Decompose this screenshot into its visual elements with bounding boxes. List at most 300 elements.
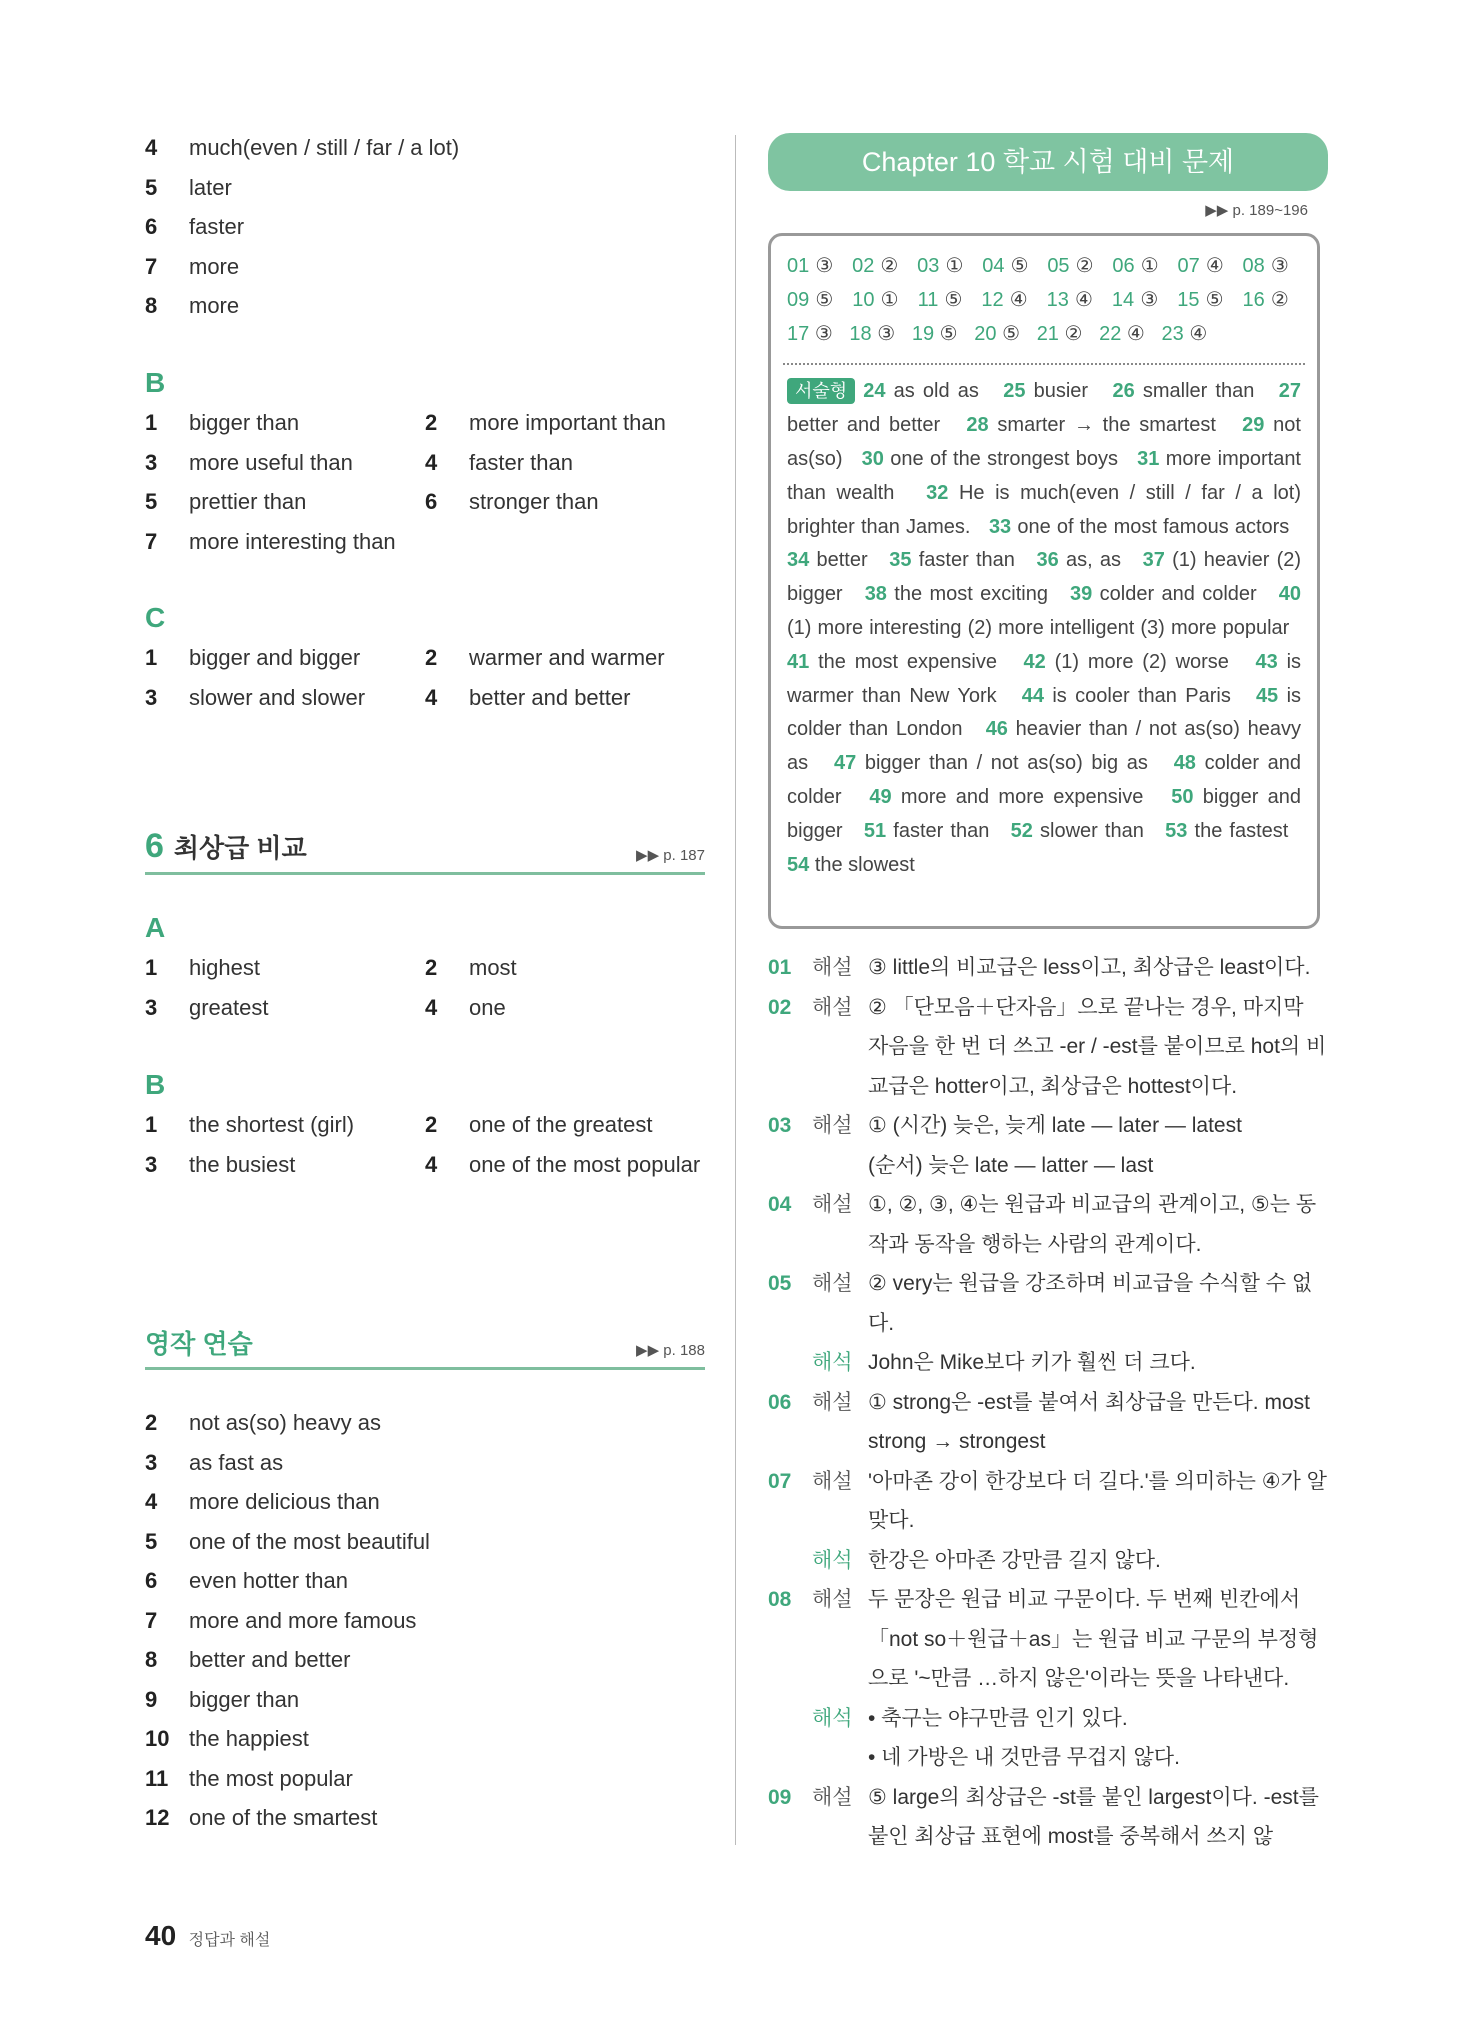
explanation-item [768, 1462, 1328, 1541]
mc-answer [787, 255, 834, 277]
answer-item [425, 948, 517, 988]
essay-text: (1) more interesting (2) more intelligent (3) more popular [787, 616, 1290, 639]
explanation-number: 07 [768, 1469, 792, 1493]
essay-text: colder and colder [1099, 583, 1257, 606]
mc-answer [1177, 255, 1224, 277]
item-number: 3 [145, 1449, 158, 1475]
item-text: bigger than [189, 1686, 300, 1712]
essay-answer [1070, 583, 1257, 605]
essay-text: (1) heavier (2) bigger [787, 549, 1302, 606]
mc-number: 18 [849, 322, 872, 345]
mc-choice: ⑤ [1205, 288, 1225, 311]
essay-number: 24 [863, 380, 886, 403]
page-ref: ▶▶ p. 189~196 [1205, 202, 1308, 219]
item-number: 1 [145, 410, 158, 435]
item-text: most [469, 955, 517, 980]
explanation-item [768, 1343, 1328, 1383]
mc-choice: ③ [814, 322, 833, 345]
mc-number: 05 [1047, 255, 1070, 277]
essay-number: 52 [1010, 819, 1033, 842]
item-text: more useful than [189, 449, 353, 475]
mc-answer [982, 255, 1029, 277]
mc-number: 11 [917, 288, 939, 311]
explanation-item [768, 1383, 1328, 1462]
item-text: greatest [189, 994, 269, 1020]
essay-text: the most expensive [818, 650, 997, 673]
explanation-item [768, 1580, 1328, 1699]
mc-choice: ② [880, 255, 899, 277]
essay-number: 49 [869, 785, 892, 808]
explanation-item [768, 1264, 1328, 1343]
list-item [145, 1719, 705, 1759]
essay-text: the most exciting [894, 583, 1048, 606]
item-text: later [189, 174, 232, 200]
mc-choice: ⑤ [1010, 255, 1030, 277]
explanation-number: 06 [768, 1390, 792, 1414]
item-number: 8 [145, 293, 158, 318]
explanation-label: 해설 [812, 1193, 853, 1216]
mc-answer [852, 289, 899, 311]
essay-number: 37 [1142, 549, 1165, 572]
chapter-banner: Chapter 10 학교 시험 대비 문제 [768, 133, 1328, 191]
section6-a [145, 908, 705, 1027]
explanation-item [768, 1146, 1328, 1186]
explanation-number: 08 [768, 1588, 792, 1611]
explanation-item [768, 948, 1328, 988]
essay-number: 35 [889, 549, 912, 572]
item-text: faster than [469, 449, 573, 475]
mc-choice: ④ [1009, 288, 1029, 311]
explanation-text: • 축구는 야구만큼 인기 있다. [868, 1706, 1128, 1730]
item-number: 8 [145, 1647, 158, 1672]
mc-choice: ① [1140, 255, 1160, 277]
item-text: highest [189, 955, 260, 980]
mc-answer [1162, 323, 1208, 345]
answer-item [425, 403, 666, 443]
essay-text: heavier than / not as(so) heavy as [787, 718, 1302, 775]
essay-number: 39 [1070, 583, 1093, 606]
mc-number: 19 [911, 322, 935, 345]
mc-answer [918, 289, 963, 311]
item-number: 9 [145, 1686, 158, 1712]
item-text: warmer and warmer [469, 645, 665, 670]
mc-choice: ③ [877, 322, 896, 345]
item-text: more delicious than [189, 1489, 380, 1514]
item-text: one of the smartest [189, 1805, 378, 1830]
section-letter: B [145, 1069, 166, 1100]
item-number: 6 [145, 1568, 158, 1593]
answer-item [145, 175, 232, 200]
item-number: 10 [145, 1726, 170, 1751]
explanation-label: 해설 [812, 1785, 853, 1809]
answer-item [145, 988, 269, 1028]
explanation-item [768, 1541, 1328, 1581]
mc-number: 14 [1111, 288, 1135, 311]
answer-item [145, 638, 360, 678]
section-c [145, 598, 705, 717]
essay-number: 48 [1173, 752, 1196, 775]
essay-text: one of the strongest boys [890, 447, 1119, 470]
item-number: 4 [145, 1489, 158, 1514]
item-number: 2 [425, 410, 438, 435]
essay-number: 38 [864, 583, 887, 606]
explanation-text: ① (시간) 늦은, 늦게 late — later — latest [868, 1114, 1242, 1137]
answer-item [145, 1805, 377, 1830]
explanation-text: 한강은 아마존 강만큼 길지 않다. [868, 1548, 1161, 1572]
essay-number: 27 [1278, 380, 1301, 403]
item-number: 4 [425, 449, 438, 475]
mc-answers [787, 250, 1301, 351]
explanation-item [768, 1106, 1328, 1146]
explanation-label: 해석 [812, 1351, 853, 1374]
mc-number: 03 [917, 255, 940, 277]
list-item [145, 1482, 705, 1522]
essay-answer [862, 448, 1118, 470]
mc-answer [974, 323, 1020, 345]
mc-number: 15 [1177, 288, 1200, 311]
item-text: slower and slower [189, 684, 366, 710]
essay-text: is colder than London [787, 684, 1302, 741]
item-number: 12 [145, 1805, 170, 1830]
mc-choice: ① [945, 255, 964, 277]
answer-item [145, 948, 260, 988]
essay-text: the fastest [1194, 819, 1289, 842]
explanation-number: 04 [768, 1193, 792, 1216]
explanation-label: 해설 [812, 1390, 853, 1414]
explanation-label: 해설 [812, 995, 853, 1019]
mc-choice: ③ [1270, 255, 1290, 277]
mc-number: 21 [1036, 322, 1059, 345]
item-number: 5 [145, 1528, 158, 1554]
essay-number: 34 [787, 549, 810, 572]
essay-text: more important than wealth [787, 447, 1301, 504]
answer-item [145, 1450, 283, 1475]
answer-item [145, 1647, 350, 1672]
list-item [145, 168, 705, 208]
list-row [145, 482, 705, 522]
item-text: the shortest (girl) [189, 1112, 355, 1137]
item-text: the busiest [189, 1151, 296, 1177]
list-item [145, 1561, 705, 1601]
item-number: 1 [145, 955, 158, 980]
section-title: 6 최상급 비교 [145, 827, 307, 865]
explanation-text: (순서) 늦은 late — latter — last [868, 1153, 1154, 1177]
item-number: 5 [145, 489, 158, 514]
answer-item [145, 1145, 295, 1185]
list-item [145, 128, 705, 168]
item-number: 3 [145, 1151, 158, 1177]
item-text: stronger than [469, 489, 599, 514]
item-number: 2 [425, 645, 438, 670]
answer-item [425, 1145, 700, 1185]
item-text: prettier than [189, 489, 307, 514]
explanation-text: ⑤ large의 최상급은 -st를 붙인 largest이다. -est를 붙인 최상급 표현에 most를 중복해서 쓰지 않 [868, 1785, 1319, 1848]
essay-text: busier [1033, 380, 1089, 403]
essay-answers [787, 375, 1301, 882]
mc-choice: ⑤ [1002, 322, 1021, 345]
mc-answer [787, 323, 833, 345]
item-text: even hotter than [189, 1568, 349, 1593]
item-number: 3 [145, 449, 158, 475]
mc-number: 02 [852, 255, 875, 277]
essay-text: is cooler than Paris [1052, 684, 1231, 707]
mc-answer [787, 289, 834, 311]
essay-answer [1003, 380, 1088, 402]
explanation-text: 두 문장은 원급 비교 구문이다. 두 번째 빈칸에서 「not so＋원급＋as」는 원급 비교 구문의 부정형으로 '~만큼 …하지 않은'이라는 뜻을 나타낸다. [868, 1588, 1319, 1690]
explanation-item [768, 1699, 1328, 1739]
essay-number: 53 [1165, 819, 1188, 842]
page-ref: ▶▶ p. 187 [636, 847, 705, 864]
essay-answer [865, 583, 1048, 605]
item-text: much(even / still / far / a lot) [189, 135, 460, 160]
essay-answer [869, 786, 1143, 808]
essay-text: bigger and bigger [787, 785, 1302, 842]
mc-number: 07 [1177, 255, 1200, 277]
essay-number: 45 [1255, 684, 1279, 707]
essay-number: 46 [985, 718, 1008, 741]
mc-choice: ③ [815, 255, 834, 277]
explanation-label: 해석 [812, 1548, 853, 1572]
explanation-text: ② 「단모음＋단자음」으로 끝나는 경우, 마지막 자음을 한 번 더 쓰고 -er / -est를 붙이므로 hot의 비교급은 hotter이고, 최상급은 hottest이다. [868, 995, 1327, 1098]
item-number: 5 [145, 174, 158, 200]
essay-answer [1022, 685, 1231, 707]
mc-number: 20 [974, 322, 997, 345]
item-text: more [189, 253, 240, 279]
essay-answer [1011, 820, 1144, 842]
list-item [145, 1759, 705, 1799]
item-number: 3 [145, 684, 158, 710]
item-number: 1 [145, 645, 158, 670]
section-letter: B [145, 367, 166, 398]
list-item [145, 1522, 705, 1562]
mc-number: 16 [1242, 288, 1265, 311]
explanation-number: 03 [768, 1114, 792, 1137]
essay-text: (1) more (2) worse [1054, 650, 1229, 673]
explanation-number: 02 [768, 995, 792, 1019]
explanation-item [768, 1738, 1328, 1778]
item-text: as fast as [189, 1449, 284, 1475]
answer-item [145, 1608, 416, 1633]
item-number: 6 [145, 214, 158, 239]
item-text: not as(so) heavy as [189, 1410, 381, 1435]
explanation-text: ③ little의 비교급은 less이고, 최상급은 least이다. [868, 956, 1311, 979]
list-top [145, 128, 705, 326]
essay-text: faster than [893, 819, 990, 842]
essay-answer [863, 380, 979, 402]
explanation-text: ①, ②, ③, ④는 원급과 비교급의 관계이고, ⑤는 동작과 동작을 행하는 사람의 관계이다. [868, 1193, 1317, 1256]
essay-number: 32 [926, 481, 949, 504]
answer-item [425, 678, 630, 718]
item-number: 2 [425, 1112, 438, 1137]
explanation-text: ② very는 원급을 강조하며 비교급을 수식할 수 없다. [868, 1272, 1313, 1335]
list-row [145, 948, 705, 988]
answer-item [145, 214, 244, 239]
list-row [145, 1105, 705, 1145]
explanation-label: 해설 [812, 1469, 853, 1493]
item-text: bigger and bigger [189, 645, 361, 670]
mc-number: 04 [982, 255, 1005, 277]
explanation-label: 해설 [812, 1588, 853, 1611]
mc-number: 22 [1099, 322, 1122, 345]
essay-answer [989, 516, 1289, 538]
writing-heading [145, 1323, 705, 1370]
essay-answer [1037, 549, 1121, 571]
mc-answer [981, 289, 1028, 311]
essay-number: 44 [1021, 684, 1044, 707]
mc-number: 12 [981, 288, 1004, 311]
section6-b [145, 1065, 705, 1184]
explanation-text: ① strong은 -est를 붙여서 최상급을 만든다. most strong → strongest [868, 1390, 1310, 1453]
mc-choice: ⑤ [944, 288, 963, 311]
essay-number: 47 [833, 752, 857, 775]
essay-answer [787, 549, 868, 571]
item-number: 6 [425, 489, 438, 514]
explanation-text: '아마존 강이 한강보다 더 길다.'를 의미하는 ④가 알맞다. [868, 1469, 1327, 1532]
page-ref: ▶▶ p. 188 [636, 1342, 705, 1359]
section6-heading [145, 828, 705, 875]
answer-item [145, 522, 396, 562]
answer-item [145, 293, 239, 318]
item-number: 1 [145, 1112, 158, 1137]
essay-number: 51 [863, 819, 887, 842]
mc-choice: ③ [1140, 288, 1159, 311]
mc-choice: ④ [1205, 255, 1225, 277]
mc-number: 06 [1112, 255, 1135, 277]
essay-number: 42 [1023, 650, 1046, 673]
mc-choice: ④ [1189, 322, 1208, 345]
essay-text: bigger than / not as(so) big as [864, 752, 1148, 775]
mc-choice: ② [1064, 322, 1083, 345]
answer-item [425, 988, 506, 1028]
list-item [145, 1601, 705, 1641]
list-item [145, 286, 705, 326]
explanations [768, 948, 1328, 1857]
essay-number: 26 [1112, 380, 1135, 403]
answer-item [145, 678, 365, 718]
list-row [145, 522, 705, 562]
answer-item [425, 482, 599, 522]
mc-choice: ⑤ [939, 322, 958, 345]
section-b [145, 363, 705, 561]
essay-text: better and better [787, 414, 941, 437]
answer-item [425, 638, 665, 678]
item-text: more [189, 293, 240, 318]
essay-number: 41 [787, 650, 810, 673]
mc-choice: ⑤ [815, 288, 834, 311]
item-number: 7 [145, 253, 158, 279]
mc-answer [849, 323, 895, 345]
mc-answer [1242, 289, 1289, 311]
essay-answer [834, 752, 1148, 774]
explanation-text: John은 Mike보다 키가 훨씬 더 크다. [868, 1351, 1196, 1374]
answer-item [145, 254, 239, 279]
item-number: 2 [425, 955, 438, 980]
item-text: the most popular [189, 1765, 353, 1791]
answer-item [145, 135, 459, 160]
explanation-item [768, 988, 1328, 1107]
essay-number: 50 [1171, 785, 1194, 808]
item-text: one [469, 994, 506, 1020]
mc-answer [1243, 255, 1290, 277]
explanation-item [768, 1778, 1328, 1857]
answer-item [425, 1105, 652, 1145]
item-text: better and better [189, 1647, 351, 1672]
explanation-number: 05 [768, 1272, 792, 1295]
list-item [145, 1443, 705, 1483]
essay-text: smarter → the smartest [997, 414, 1216, 437]
essay-text: He is much(even / still / far / a lot) brighter than James. [787, 481, 1302, 538]
answer-item [145, 482, 306, 522]
essay-number: 33 [988, 515, 1012, 538]
mc-number: 10 [852, 288, 875, 311]
essay-text: is warmer than New York [787, 650, 1302, 707]
answer-box [768, 233, 1320, 929]
mc-answer [1099, 323, 1145, 345]
mc-answer [852, 255, 899, 277]
mc-answer [1112, 255, 1159, 277]
essay-number: 43 [1255, 650, 1278, 673]
mc-number: 09 [787, 288, 810, 311]
essay-answer [1112, 380, 1254, 402]
answer-item [145, 1489, 380, 1514]
essay-number: 25 [1003, 380, 1026, 403]
essay-text: the slowest [814, 853, 915, 876]
answer-item [145, 1687, 299, 1712]
list-row [145, 443, 705, 483]
item-number: 4 [425, 684, 438, 710]
essay-answer [787, 651, 997, 673]
explanation-number: 09 [768, 1785, 792, 1809]
list-row [145, 638, 705, 678]
essay-answer [1024, 651, 1229, 673]
page-number: 40 [145, 1920, 177, 1951]
footer [145, 1920, 270, 1952]
mc-answer [1047, 289, 1094, 311]
item-number: 7 [145, 1607, 158, 1633]
item-number: 3 [145, 994, 158, 1020]
mc-number: 08 [1242, 255, 1265, 277]
item-text: one of the greatest [469, 1112, 653, 1137]
essay-text: one of the most famous actors [1017, 515, 1290, 538]
list-item [145, 1798, 705, 1838]
mc-choice: ② [1270, 288, 1290, 311]
answer-item [425, 443, 573, 483]
item-number: 4 [145, 135, 158, 160]
mc-number: 17 [787, 322, 810, 345]
mc-choice: ④ [1126, 322, 1145, 345]
essay-number: 40 [1278, 583, 1302, 606]
item-number: 2 [145, 1410, 158, 1435]
item-text: bigger than [189, 410, 300, 435]
mc-answer [1112, 289, 1159, 311]
mc-answer [912, 323, 958, 345]
item-number: 4 [425, 1151, 438, 1177]
list-row [145, 678, 705, 718]
mc-number: 01 [787, 255, 810, 277]
essay-number: 29 [1242, 414, 1265, 437]
footer-label: 정답과 해설 [188, 1932, 271, 1949]
mc-answer [1177, 289, 1224, 311]
list-item [145, 247, 705, 287]
item-text: more interesting than [189, 528, 396, 554]
answer-item [145, 1529, 430, 1554]
essay-answer [966, 414, 1216, 436]
essay-tag: 서술형 [787, 378, 855, 404]
essay-text: as, as [1066, 549, 1122, 572]
mc-choice: ② [1075, 255, 1095, 277]
essay-text: better [816, 549, 868, 572]
answer-item [145, 1766, 353, 1791]
